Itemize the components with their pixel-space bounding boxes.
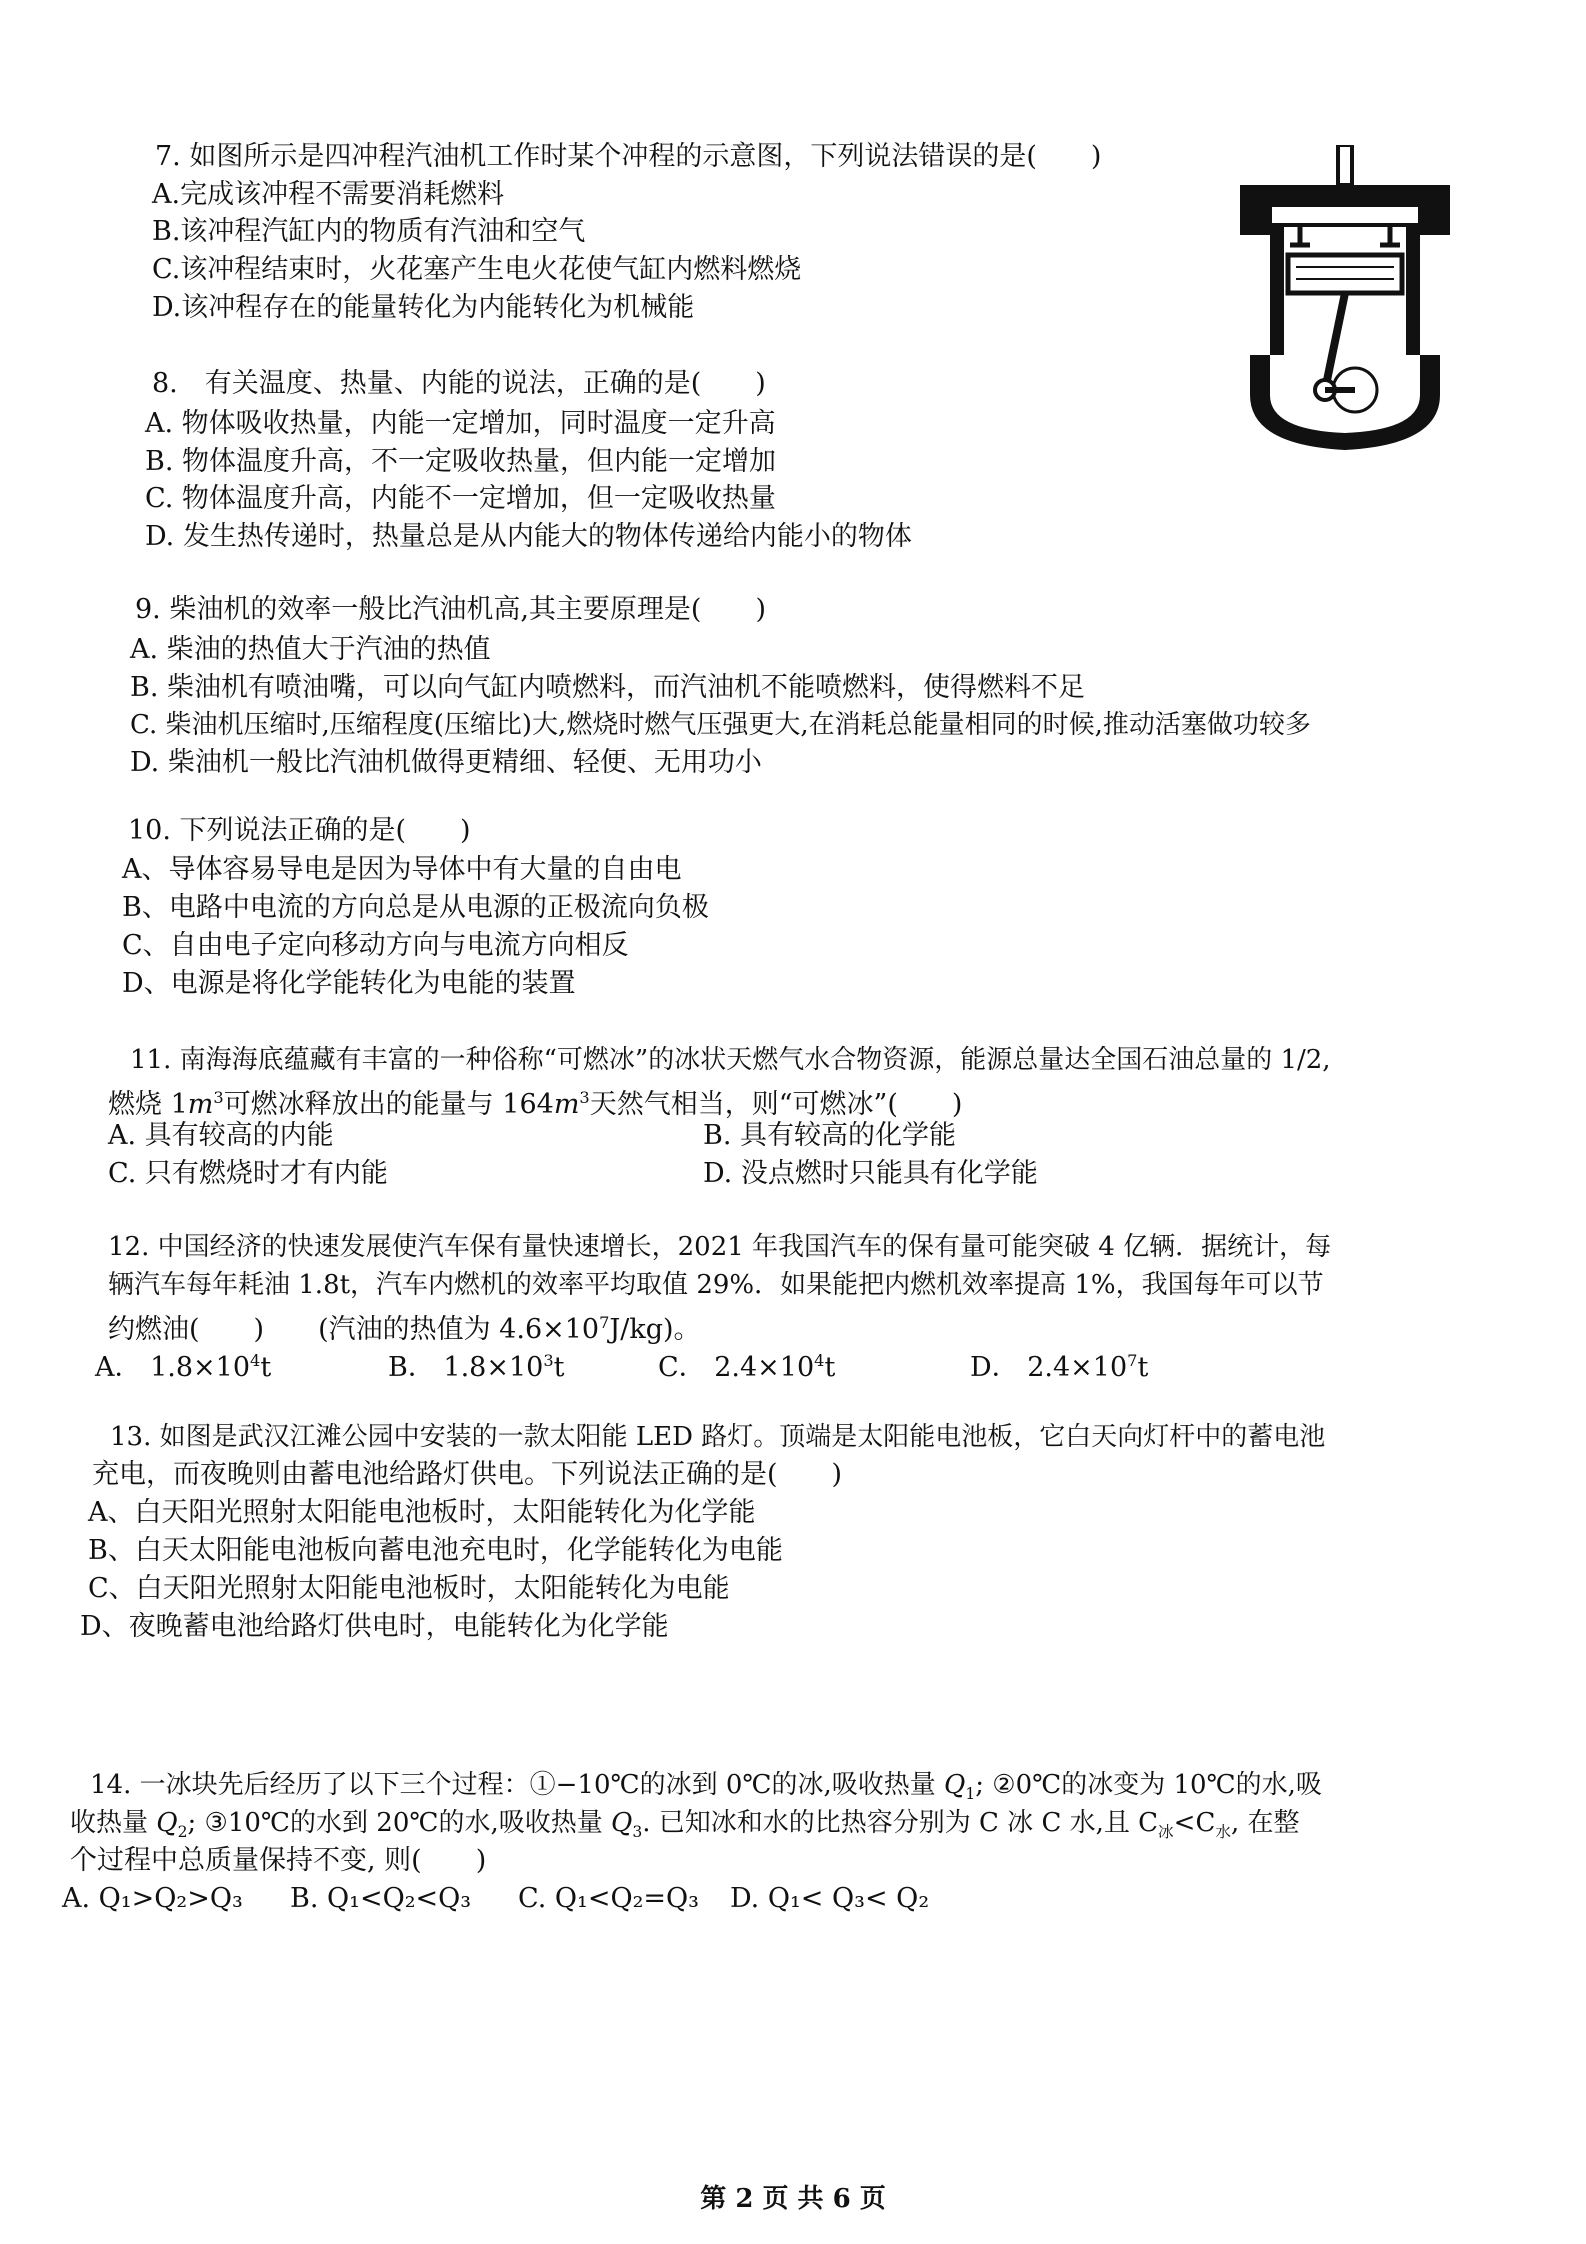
c-ice-subscript: 冰 — [1158, 1823, 1174, 1842]
less-than-c: <C — [1173, 1808, 1216, 1838]
q12-option-a-unit: t — [260, 1352, 272, 1383]
q11-stem-text-c: 天然气相当，则“可燃冰”( ) — [589, 1089, 963, 1120]
q8-stem: 8. 有关温度、热量、内能的说法，正确的是( ) — [152, 368, 766, 399]
q12-stem-line2: 辆汽车每年耗油 1.8t，汽车内燃机的效率平均取值 29%．如果能把内燃机效率提高 1%，我国每年可以节 — [108, 1270, 1324, 1300]
q14-stem-text-e: . 已知冰和水的比热容分别为 C 冰 C 水,且 C — [642, 1808, 1159, 1838]
q12-option-d-unit: t — [1137, 1352, 1149, 1383]
q12-option-b-unit: t — [553, 1352, 565, 1383]
q14-stem-line2 — [70, 1806, 1299, 1849]
q12-option-c-base: C． 2.4×10 — [658, 1352, 815, 1383]
q13-stem-line2: 充电，而夜晚则由蓄电池给路灯供电。下列说法正确的是( ) — [92, 1459, 843, 1490]
q12-option-c-unit: t — [824, 1352, 836, 1383]
c-water-subscript: 水 — [1215, 1823, 1231, 1842]
q12-option-a-exp: 4 — [250, 1351, 261, 1370]
q14-stem-line1 — [90, 1768, 1322, 1811]
q8-option-a: A. 物体吸收热量，内能一定增加，同时温度一定升高 — [145, 408, 776, 439]
q13-option-b: B、白天太阳能电池板向蓄电池充电时，化学能转化为电能 — [88, 1535, 783, 1566]
q12-option-b-exp: 3 — [543, 1351, 554, 1370]
gasoline-engine-diagram — [1230, 145, 1460, 455]
page-number-footer: 第 2 页 共 6 页 — [700, 2184, 886, 2214]
q12-option-b-base: B． 1.8×10 — [388, 1352, 544, 1383]
q1-subscript: 1 — [965, 1785, 976, 1804]
q12-stem-text-a: 约燃油( ) (汽油的热值为 4.6×10 — [108, 1314, 600, 1345]
q9-option-d: D. 柴油机一般比汽油机做得更精细、轻便、无用功小 — [130, 747, 762, 778]
q12-stem-text-b: J/kg)。 — [609, 1314, 701, 1345]
q7-option-c: C.该冲程结束时，火花塞产生电火花使气缸内燃料燃烧 — [152, 254, 802, 285]
q2-symbol: Q — [156, 1808, 178, 1838]
q13-stem-line1: 13. 如图是武汉江滩公园中安装的一款太阳能 LED 路灯。顶端是太阳能电池板，它白天向灯杆中的蓄电池 — [110, 1422, 1326, 1452]
q14-option-d: D. Q₁< Q₃< Q₂ — [730, 1883, 930, 1914]
q11-stem-text-b: 可燃冰释放出的能量与 164 — [223, 1089, 554, 1120]
q7-option-d: D.该冲程存在的能量转化为内能转化为机械能 — [152, 292, 695, 323]
q2-subscript: 2 — [177, 1823, 188, 1842]
q9-option-c: C. 柴油机压缩时,压缩程度(压缩比)大,燃烧时燃气压强更大,在消耗总能量相同的时候,推动活塞做功较多 — [130, 710, 1311, 740]
q12-option-a — [95, 1344, 271, 1385]
unit-exponent: 3 — [213, 1088, 224, 1107]
q13-option-d: D、夜晚蓄电池给路灯供电时，电能转化为化学能 — [80, 1611, 669, 1642]
q14-stem-text-c: 收热量 — [70, 1808, 157, 1838]
q10-option-c: C、自由电子定向移动方向与电流方向相反 — [122, 930, 629, 961]
q7-option-b: B.该冲程汽缸内的物质有汽油和空气 — [152, 216, 586, 247]
q3-subscript: 3 — [632, 1823, 643, 1842]
q12-option-d-base: D． 2.4×10 — [970, 1352, 1128, 1383]
q12-option-c-exp: 4 — [814, 1351, 825, 1370]
q13-option-a: A、白天阳光照射太阳能电池板时，太阳能转化为化学能 — [88, 1497, 756, 1528]
q9-option-b: B. 柴油机有喷油嘴，可以向气缸内喷燃料，而汽油机不能喷燃料，使得燃料不足 — [130, 672, 1086, 703]
unit-m: m — [187, 1089, 214, 1120]
q7-stem: 7. 如图所示是四冲程汽油机工作时某个冲程的示意图，下列说法错误的是( ) — [155, 141, 1102, 172]
q11-option-b: B. 具有较高的化学能 — [703, 1120, 957, 1151]
q12-option-d — [970, 1344, 1148, 1385]
q11-option-d: D. 没点燃时只能具有化学能 — [703, 1158, 1038, 1189]
q3-symbol: Q — [610, 1808, 633, 1838]
q12-option-b — [388, 1344, 565, 1385]
q14-option-a: A. Q₁>Q₂>Q₃ — [62, 1883, 243, 1914]
q12-stem-line3 — [108, 1306, 701, 1347]
q14-option-b: B. Q₁<Q₂<Q₃ — [290, 1883, 472, 1914]
q11-stem-line2 — [108, 1081, 962, 1122]
q9-option-a: A. 柴油的热值大于汽油的热值 — [130, 634, 491, 665]
q14-stem-text-f: , 在整 — [1230, 1808, 1300, 1838]
q14-option-c: C. Q₁<Q₂=Q₃ — [518, 1883, 699, 1914]
q8-option-b: B. 物体温度升高，不一定吸收热量，但内能一定增加 — [145, 446, 777, 477]
q7-option-a: A.完成该冲程不需要消耗燃料 — [152, 179, 505, 210]
exponent: 7 — [599, 1313, 610, 1332]
q10-option-d: D、电源是将化学能转化为电能的装置 — [122, 968, 576, 999]
q10-option-b: B、电路中电流的方向总是从电源的正极流向负极 — [122, 892, 709, 923]
q12-option-a-base: A． 1.8×10 — [95, 1352, 250, 1383]
q1-symbol: Q — [944, 1770, 966, 1800]
q9-stem: 9. 柴油机的效率一般比汽油机高,其主要原理是( ) — [135, 594, 766, 625]
q14-stem-line3: 个过程中总质量保持不变, 则( ) — [70, 1845, 487, 1876]
q8-option-c: C. 物体温度升高，内能不一定增加，但一定吸收热量 — [145, 483, 776, 514]
q14-stem-text-b: ; ②0℃的冰变为 10℃的水,吸 — [975, 1770, 1322, 1800]
q14-stem-text-d: ; ③10℃的水到 20℃的水,吸收热量 — [187, 1808, 611, 1838]
q11-option-c: C. 只有燃烧时才有内能 — [108, 1158, 388, 1189]
q10-option-a: A、导体容易导电是因为导体中有大量的自由电 — [122, 854, 682, 885]
q13-option-c: C、白天阳光照射太阳能电池板时，太阳能转化为电能 — [88, 1573, 730, 1604]
q10-stem: 10. 下列说法正确的是( ) — [128, 815, 471, 846]
q12-stem-line1: 12. 中国经济的快速发展使汽车保有量快速增长，2021 年我国汽车的保有量可能突破 4 亿辆．据统计，每 — [108, 1232, 1332, 1262]
q11-stem-text-a: 燃烧 1 — [108, 1089, 188, 1120]
unit-m: m — [553, 1089, 580, 1120]
unit-exponent: 3 — [579, 1088, 590, 1107]
q14-stem-text-a: 14. 一冰块先后经历了以下三个过程：①−10℃的冰到 0℃的冰,吸收热量 — [90, 1770, 944, 1800]
q12-option-d-exp: 7 — [1127, 1351, 1138, 1370]
q11-option-a: A. 具有较高的内能 — [108, 1120, 334, 1151]
q8-option-d: D. 发生热传递时，热量总是从内能大的物体传递给内能小的物体 — [145, 521, 912, 552]
q11-stem-line1: 11. 南海海底蕴藏有丰富的一种俗称“可燃冰”的冰状天燃气水合物资源，能源总量达全国石油总量的 1/2, — [130, 1045, 1331, 1075]
q12-option-c — [658, 1344, 835, 1385]
